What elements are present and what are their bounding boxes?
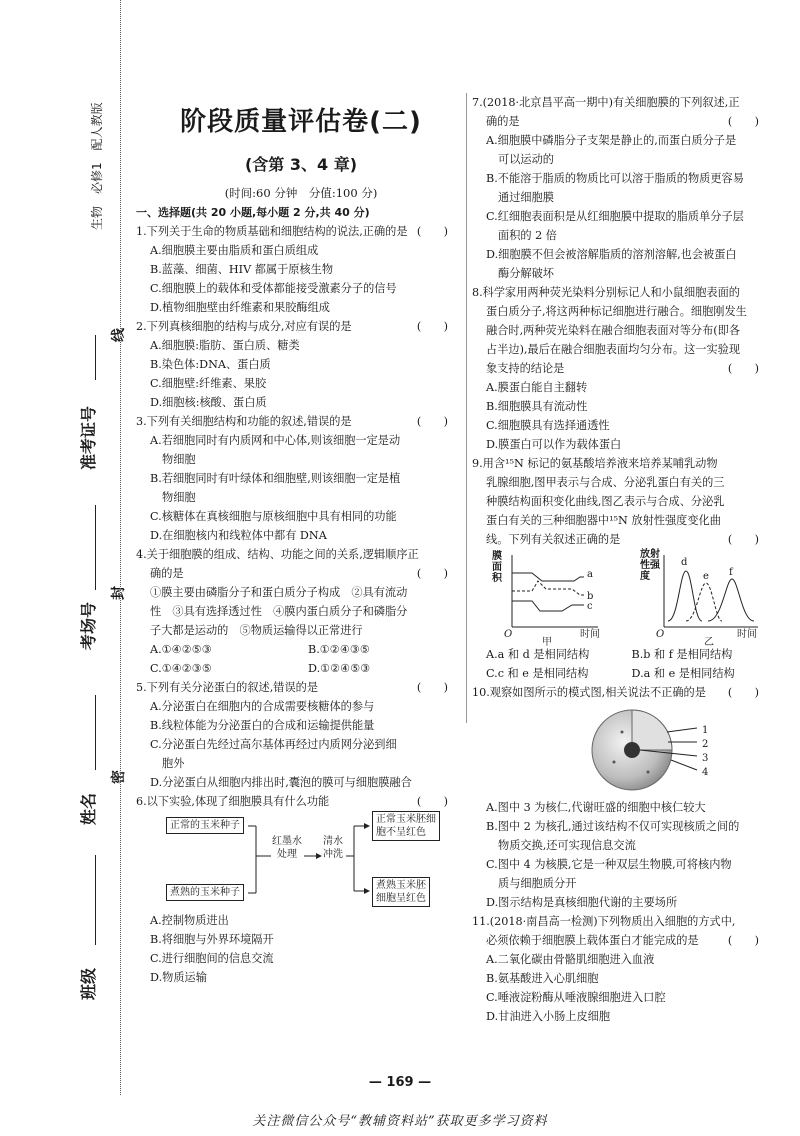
q4-statement: ①膜主要由磷脂分子和蛋白质分子构成 ②具有流动 <box>150 586 408 599</box>
curve-label-a: a <box>587 569 593 580</box>
q4-option-b: B.①②④③⑤ <box>308 643 370 656</box>
q2-option-b: B.染色体:DNA、蛋白质 <box>150 358 271 371</box>
rinse-label: 冲洗 <box>323 849 343 860</box>
nucleus-label-2: 2 <box>702 739 709 750</box>
question-4 <box>136 545 466 678</box>
question-10 <box>472 683 777 912</box>
boiled-result-line2: 细胞呈红色 <box>376 893 426 904</box>
answer-paren: ( ) <box>727 115 759 128</box>
binding-dotted-line <box>120 0 121 1095</box>
q1-option-d: D.植物细胞壁由纤维素和果胶酶组成 <box>150 301 330 314</box>
cut-mark-seal: 封 <box>111 586 127 600</box>
q10-option-c-cont: 质与细胞质分开 <box>498 877 577 890</box>
q7-option-a-cont: 可以运动的 <box>498 153 554 166</box>
q6-option-d: D.物质运输 <box>150 971 207 984</box>
water-label: 清水 <box>323 836 343 847</box>
q1-option-b: B.蓝藻、细菌、HIV 都属于原核生物 <box>150 263 334 276</box>
question-8 <box>472 283 777 454</box>
q8-option-c: C.细胞膜具有选择通透性 <box>486 419 610 432</box>
question-6 <box>136 792 466 987</box>
q3-option-c: C.核糖体在真核细胞与原核细胞中具有相同的功能 <box>150 510 397 523</box>
boiled-seed-box: 煮熟的玉米种子 <box>166 884 244 901</box>
q4-option-c: C.①④②③⑤ <box>150 662 212 675</box>
q11-stem-cont: 必须依赖于细胞膜上载体蛋白才能完成的是 <box>486 934 699 947</box>
q10-option-b: B.图中 2 为核孔,通过该结构不仅可实现核质之间的 <box>486 820 740 833</box>
q5-stem: 5.下列有关分泌蛋白的叙述,错误的是 <box>136 681 319 694</box>
answer-paren: ( ) <box>727 686 759 699</box>
graph1-y-label: 膜面积 <box>492 551 502 584</box>
q9-stem-cont: 蛋白有关的三种细胞器中¹⁵N 放射性强度变化曲 <box>486 514 721 527</box>
q9-option-c: C.c 和 e 是相同结构 <box>486 667 589 680</box>
class-label: 班级 <box>79 967 98 1000</box>
graph2-curve-d <box>668 571 702 621</box>
nucleus-diagram <box>472 702 772 798</box>
answer-paren: ( ) <box>416 320 448 333</box>
q4-option-a: A.①④②⑤③ <box>150 643 212 656</box>
q9-stem-cont: 乳腺细胞,图甲表示与合成、分泌乳蛋白有关的三 <box>486 476 725 489</box>
q7-stem: 7.(2018·北京昌平高一期中)有关细胞膜的下列叙述,正 <box>472 96 740 109</box>
q9-figures <box>472 549 777 648</box>
red-ink-label: 红墨水 <box>272 836 302 847</box>
q6-option-b: B.将细胞与外界环境隔开 <box>150 933 274 946</box>
q11-option-d: D.甘油进入小肠上皮细胞 <box>486 1010 611 1023</box>
q7-option-d-cont: 酶分解破坏 <box>498 267 554 280</box>
q10-option-a: A.图中 3 为核仁,代谢旺盛的细胞中核仁较大 <box>486 801 706 814</box>
q8-stem-cont: 占半边),最后在融合细胞表面均匀分布。这一实验现 <box>486 343 741 356</box>
column-divider <box>466 93 467 723</box>
q11-option-c: C.唾液淀粉酶从唾液腺细胞进入口腔 <box>486 991 666 1004</box>
answer-paren: ( ) <box>416 795 448 808</box>
normal-result-line2: 胞不呈红色 <box>376 827 426 838</box>
q7-option-d: D.细胞膜不但会被溶解脂质的溶剂溶解,也会被蛋白 <box>486 248 737 261</box>
q3-option-a-cont: 物细胞 <box>162 453 196 466</box>
q8-stem-cont: 蛋白质分子,将这两种标记细胞进行融合。细胞刚发生 <box>486 305 747 318</box>
q8-option-a: A.膜蛋白能自主翻转 <box>486 381 588 394</box>
q2-option-c: C.细胞壁:纤维素、果胶 <box>150 377 267 390</box>
q9-stem-cont: 种膜结构面积变化曲线,图乙表示与合成、分泌乳 <box>486 495 725 508</box>
q9-option-b: B.b 和 f 是相同结构 <box>631 648 733 661</box>
water-rinse-step <box>323 835 343 861</box>
right-column <box>472 93 777 1026</box>
q3-option-a: A.若细胞同时有内质网和中心体,则该细胞一定是动 <box>150 434 401 447</box>
graph1-curve-b <box>512 581 584 595</box>
q5-option-a: A.分泌蛋白在细胞内的合成需要核糖体的参与 <box>150 700 375 713</box>
cut-mark-secret: 密 <box>111 770 127 784</box>
cut-mark-line: 线 <box>111 328 127 342</box>
q9-option-a: A.a 和 d 是相同结构 <box>486 648 590 661</box>
q2-stem: 2.下列真核细胞的结构与成分,对应有误的是 <box>136 320 352 333</box>
q3-option-d: D.在细胞核内和线粒体中都有 DNA <box>150 529 327 542</box>
q9-stem-cont: 线。下列有关叙述正确的是 <box>486 533 621 546</box>
cutaway-section <box>632 710 672 750</box>
name-label: 姓名 <box>79 792 98 825</box>
answer-paren: ( ) <box>416 225 448 238</box>
q5-option-c: C.分泌蛋白先经过高尔基体再经过内质网分泌到细 <box>150 738 397 751</box>
graph1-curve-a <box>512 573 584 581</box>
exam-room-line <box>95 505 96 590</box>
normal-result-line1: 正常玉米胚细 <box>376 814 436 825</box>
q7-option-b-cont: 通过细胞膜 <box>498 191 554 204</box>
q2-option-a: A.细胞膜:脂肪、蛋白质、糖类 <box>150 339 300 352</box>
treat-label: 处理 <box>277 849 297 860</box>
nucleus-label-3: 3 <box>702 753 709 764</box>
q4-statement: 子大都是运动的 ⑤物质运输得以正常进行 <box>150 624 363 637</box>
class-line <box>95 855 96 945</box>
q7-option-a: A.细胞膜中磷脂分子支架是静止的,而蛋白质分子是 <box>486 134 737 147</box>
q6-option-a: A.控制物质进出 <box>150 914 229 927</box>
question-7 <box>472 93 777 283</box>
exam-room-label: 考场号 <box>79 601 98 650</box>
q9-stem: 9.用含¹⁵N 标记的氨基酸培养液来培养某哺乳动物 <box>472 457 718 470</box>
q10-stem: 10.观察如图所示的模式图,相关说法不正确的是 <box>472 686 706 699</box>
q7-option-c: C.红细胞表面积是从红细胞膜中提取的脂质单分子层 <box>486 210 744 223</box>
admission-number-label: 准考证号 <box>79 405 98 470</box>
q4-statement: 性 ③具有选择透过性 ④膜内蛋白质分子和磷脂分 <box>150 605 408 618</box>
admission-number-line <box>95 335 96 380</box>
page-title: 阶段质量评估卷(二) <box>180 107 422 137</box>
answer-paren: ( ) <box>727 934 759 947</box>
graph2-y-label: 放射性强度 <box>640 549 660 582</box>
q7-option-b: B.不能溶于脂质的物质比可以溶于脂质的物质更容易 <box>486 172 744 185</box>
footer-note: 关注微信公众号“教辅资料站”获取更多学习资料 <box>252 1114 548 1129</box>
q8-stem: 8.科学家用两种荧光染料分别标记人和小鼠细胞表面的 <box>472 286 740 299</box>
chapter-scope: (含第 3、4 章) <box>244 155 358 174</box>
binding-sidebar <box>0 0 127 1095</box>
answer-paren: ( ) <box>416 681 448 694</box>
page-number: — 169 — <box>368 1075 432 1090</box>
graph1-caption: 甲 <box>542 637 552 648</box>
q11-option-a: A.二氧化碳由骨骼肌细胞进入血液 <box>486 953 655 966</box>
q10-option-c: C.图中 4 为核膜,它是一种双层生物膜,可将核内物 <box>486 858 732 871</box>
q3-stem: 3.下列有关细胞结构和功能的叙述,错误的是 <box>136 415 352 428</box>
q3-option-b-cont: 物细胞 <box>162 491 196 504</box>
pointer-4 <box>671 760 697 770</box>
question-5 <box>136 678 466 792</box>
normal-seed-box: 正常的玉米种子 <box>166 817 244 834</box>
q8-stem-cont: 象支持的结论是 <box>486 362 565 375</box>
q4-stem: 4.关于细胞膜的组成、结构、功能之间的关系,逻辑顺序正 <box>136 548 419 561</box>
graph2-caption: 乙 <box>704 637 714 648</box>
boiled-result-box <box>372 877 430 907</box>
q9-graphs <box>472 549 772 645</box>
graph2-origin: O <box>656 629 665 640</box>
q10-nucleus-figure <box>472 702 777 798</box>
left-column <box>136 104 466 987</box>
answer-paren: ( ) <box>416 415 448 428</box>
q8-stem-cont: 融合时,两种荧光染料在融合细胞表面对等分布(即各 <box>486 324 741 337</box>
q5-option-b: B.线粒体能为分泌蛋白的合成和运输提供能量 <box>150 719 375 732</box>
q1-option-a: A.细胞膜主要由脂质和蛋白质组成 <box>150 244 319 257</box>
boiled-result-line1: 煮熟玉米胚 <box>376 880 426 891</box>
q6-flow-diagram <box>136 811 466 911</box>
time-score: (时间:60 分钟 分值:100 分) <box>224 186 378 200</box>
curve-label-e: e <box>703 571 709 582</box>
q11-option-b: B.氨基酸进入心肌细胞 <box>486 972 599 985</box>
question-9 <box>472 454 777 683</box>
question-1 <box>136 222 466 317</box>
q2-option-d: D.细胞核:核酸、蛋白质 <box>150 396 267 409</box>
graph2-x-label: 时间 <box>737 629 757 640</box>
graph1-origin: O <box>504 629 513 640</box>
q4-option-d: D.①②④⑤③ <box>308 662 371 675</box>
pointer-1 <box>667 728 697 732</box>
q8-option-d: D.膜蛋白可以作为载体蛋白 <box>486 438 622 451</box>
curve-label-d: d <box>681 557 688 568</box>
graph1-x-label: 时间 <box>580 629 600 640</box>
q8-option-b: B.细胞膜具有流动性 <box>486 400 588 413</box>
q6-option-c: C.进行细胞间的信息交流 <box>150 952 274 965</box>
graph2-curve-f <box>708 579 754 621</box>
red-ink-step <box>272 835 302 861</box>
section-heading: 一、选择题(共 20 小题,每小题 2 分,共 40 分) <box>136 206 370 219</box>
curve-label-c: c <box>587 601 593 612</box>
question-11 <box>472 912 777 1026</box>
nucleus-label-1: 1 <box>702 725 709 736</box>
nucleus-label-4: 4 <box>702 767 709 778</box>
answer-paren: ( ) <box>727 362 759 375</box>
name-line <box>95 695 96 770</box>
q4-stem-cont: 确的是 <box>150 567 184 580</box>
q7-option-c-cont: 面积的 2 倍 <box>498 229 557 242</box>
q11-stem: 11.(2018·南昌高一检测)下列物质出入细胞的方式中, <box>472 915 736 928</box>
q6-stem: 6.以下实验,体现了细胞膜具有什么功能 <box>136 795 330 808</box>
nucleolus <box>624 742 640 758</box>
q5-option-c-cont: 胞外 <box>162 757 185 770</box>
q3-option-b: B.若细胞同时有叶绿体和细胞壁,则该细胞一定是植 <box>150 472 401 485</box>
q5-option-d: D.分泌蛋白从细胞内排出时,囊泡的膜可与细胞膜融合 <box>150 776 412 789</box>
series-label: 生物 必修1 配人教版 <box>90 102 104 230</box>
q1-stem: 1.下列关于生命的物质基础和细胞结构的说法,正确的是 <box>136 225 408 238</box>
q1-option-c: C.细胞膜上的载体和受体都能接受激素分子的信号 <box>150 282 397 295</box>
q9-option-d: D.a 和 e 是相同结构 <box>631 667 735 680</box>
normal-result-box <box>372 811 440 841</box>
curve-label-b: b <box>587 591 594 602</box>
question-3 <box>136 412 466 545</box>
q10-option-b-cont: 物质交换,还可实现信息交流 <box>498 839 636 852</box>
curve-label-f: f <box>729 567 733 578</box>
question-2 <box>136 317 466 412</box>
q7-stem-cont: 确的是 <box>486 115 520 128</box>
answer-paren: ( ) <box>727 533 759 546</box>
graph1-curve-c <box>512 601 584 611</box>
q10-option-d: D.图示结构是真核细胞代谢的主要场所 <box>486 896 678 909</box>
answer-paren: ( ) <box>416 567 448 580</box>
